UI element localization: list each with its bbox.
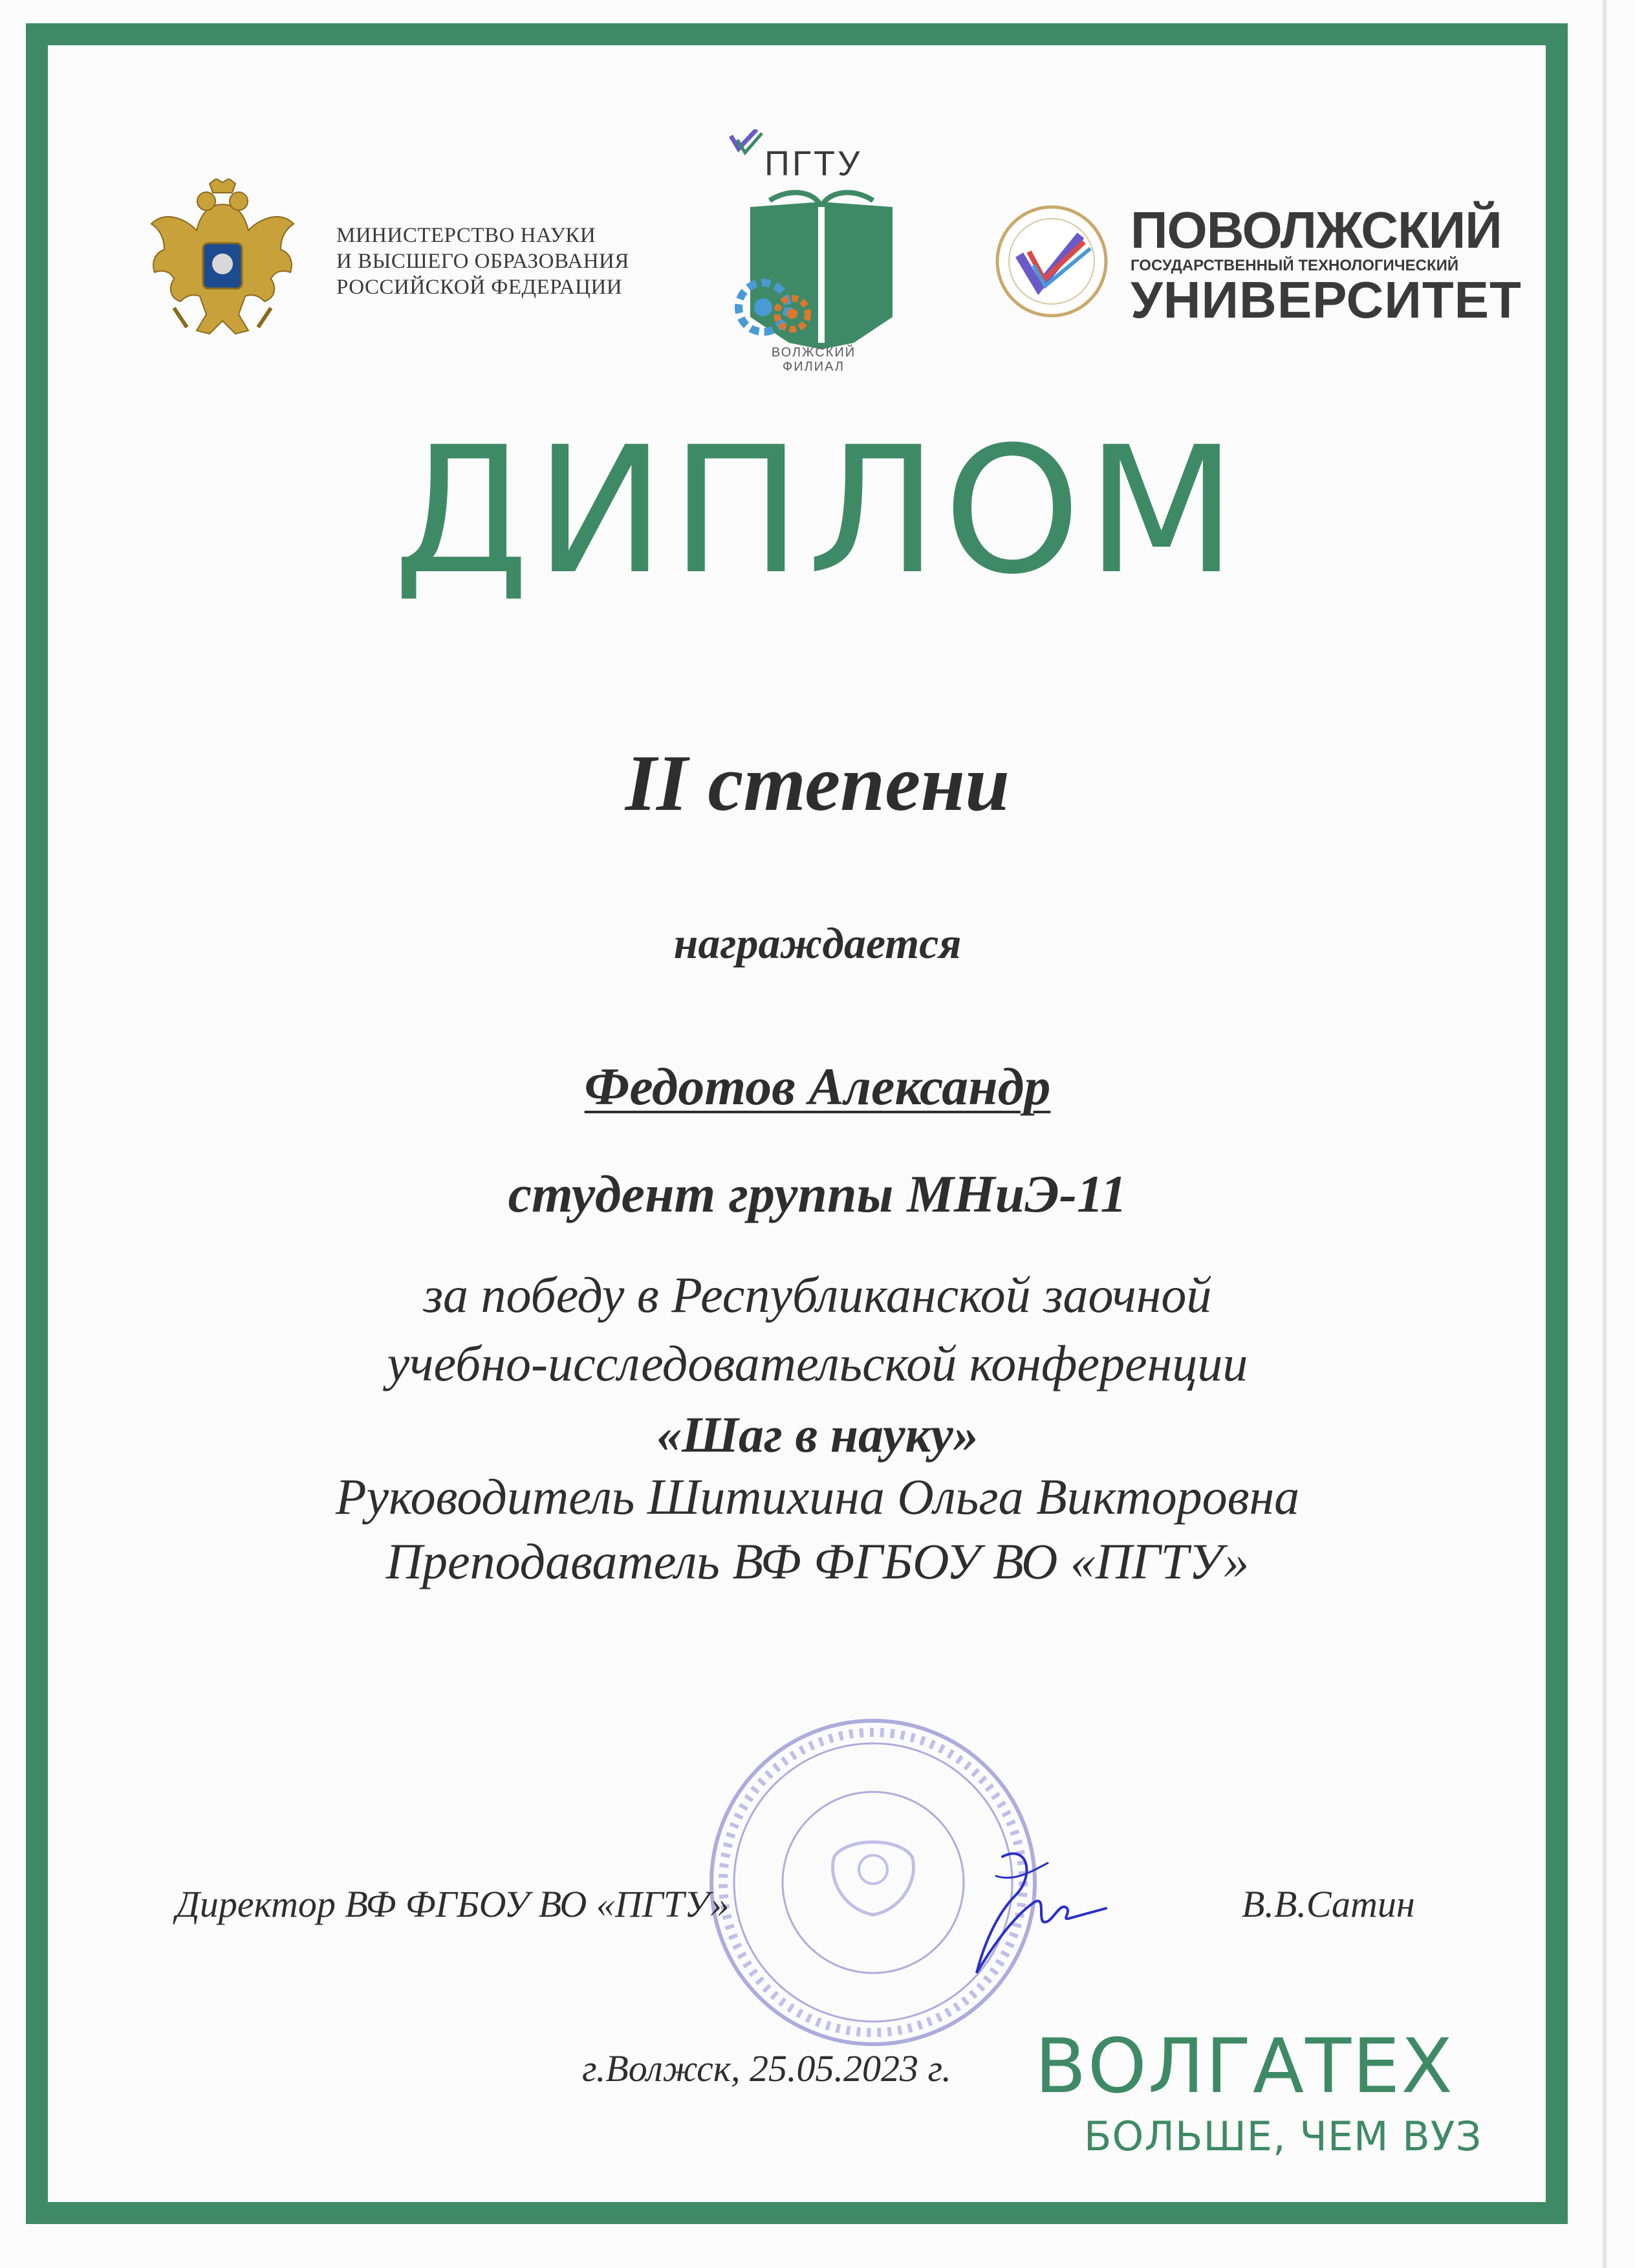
volgatech-brand: ВОЛГАТЕХ bbox=[1035, 2023, 1454, 2110]
diploma-title: ДИПЛОМ bbox=[393, 409, 1242, 613]
director-title: Директор ВФ ФГБОУ ВО «ПГТУ» bbox=[176, 1883, 730, 1925]
recipient-name-text: Федотов Александр bbox=[584, 1057, 1051, 1116]
university-name-line3: УНИВЕРСИТЕТ bbox=[1131, 271, 1522, 329]
diploma-degree: II степени bbox=[625, 739, 1010, 827]
double-headed-eagle-emblem-icon bbox=[145, 179, 300, 344]
pgtu-branch-line: ФИЛИАЛ bbox=[783, 360, 845, 374]
university-name bbox=[1131, 201, 1522, 329]
event-name: «Шаг в науку» bbox=[656, 1406, 979, 1463]
issue-date: г.Волжск, 25.05.2023 г. bbox=[582, 2047, 951, 2089]
ministry-name-line: И ВЫСШЕГО ОБРАЗОВАНИЯ bbox=[336, 250, 629, 273]
director-signature-icon bbox=[957, 1837, 1112, 1992]
awarded-label: награждается bbox=[673, 919, 962, 968]
award-reason-line2: учебно-исследовательской конференции bbox=[387, 1335, 1248, 1391]
ministry-name-line: РОССИЙСКОЙ ФЕДЕРАЦИИ bbox=[336, 276, 623, 299]
teacher-line: Преподаватель ВФ ФГБОУ ВО «ПГТУ» bbox=[385, 1533, 1250, 1589]
ministry-name bbox=[336, 223, 673, 300]
volgatech-slogan: БОЛЬШЕ, ЧЕМ ВУЗ bbox=[1084, 2113, 1482, 2160]
supervisor-line: Руководитель Шитихина Ольга Викторовна bbox=[335, 1468, 1300, 1525]
pgtu-branch-label bbox=[749, 345, 878, 374]
university-name-line2: ГОСУДАРСТВЕННЫЙ ТЕХНОЛОГИЧЕСКИЙ bbox=[1131, 257, 1459, 274]
student-group: студент группы МНиЭ-11 bbox=[508, 1164, 1127, 1223]
award-reason-line1: за победу в Республиканской заочной bbox=[423, 1267, 1212, 1323]
recipient-name bbox=[0, 1054, 1635, 1119]
ministry-name-line: МИНИСТЕРСТВО НАУКИ bbox=[336, 224, 596, 247]
pgtu-branch-line: ВОЛЖСКИЙ bbox=[771, 345, 856, 360]
university-name-line1: ПОВОЛЖСКИЙ bbox=[1131, 201, 1502, 259]
pgtu-logo-title: ПГТУ bbox=[764, 144, 863, 183]
director-name: В.В.Сатин bbox=[1242, 1883, 1415, 1925]
page-edge-shadow bbox=[1603, 0, 1607, 2268]
volgatech-emblem-icon bbox=[993, 203, 1110, 320]
